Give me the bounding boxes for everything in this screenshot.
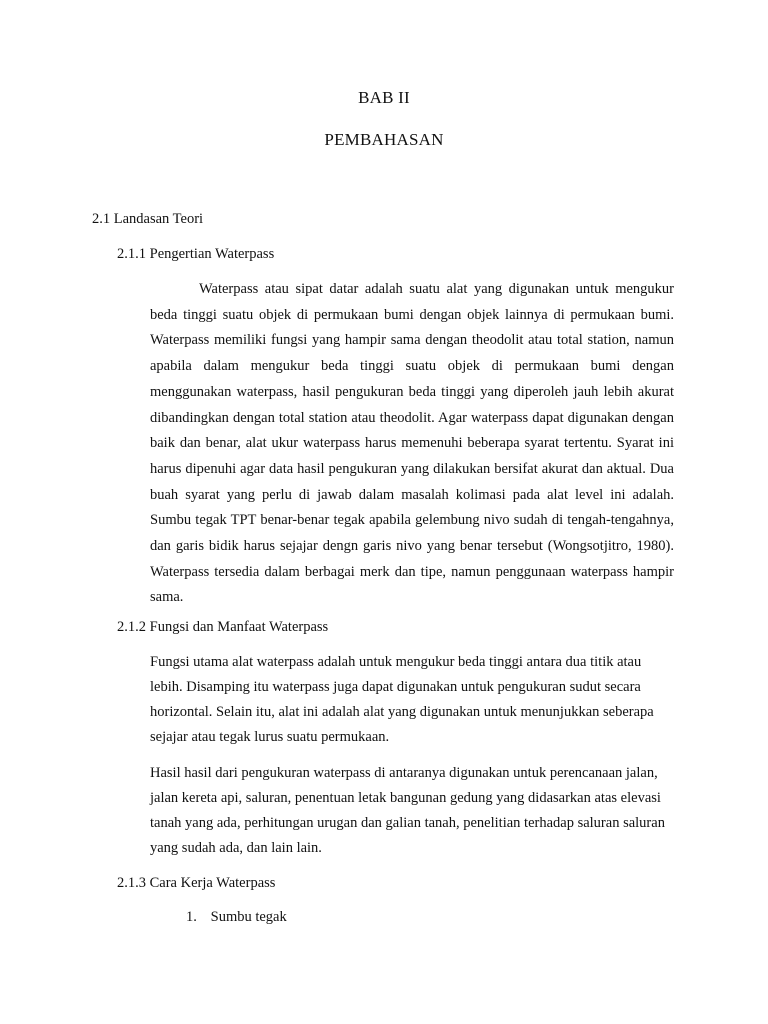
- list-item-label: Sumbu tegak: [210, 909, 287, 925]
- chapter-subtitle: PEMBAHASAN: [324, 130, 444, 149]
- list-item: [186, 909, 287, 926]
- subsection-heading-pengertian: 2.1.1 Pengertian Waterpass: [117, 246, 275, 262]
- section-heading: 2.1 Landasan Teori: [92, 211, 204, 227]
- paragraph-pengertian: Waterpass atau sipat datar adalah suatu alat yang digunakan untuk mengukur beda tinggi suatu objek di permukaan bumi dengan objek lainnya di permukaan bumi. Waterpass memiliki fungsi yang hampir sama dengan theodolit atau total station, namun apabila dalam mengukur beda tinggi suatu objek di permukaan bumi dengan menggunakan waterpass, hasil pengukuran beda tinggi yang diperoleh jauh lebih akurat dibandingkan dengan total station atau theodolit. Agar waterpass dapat digunakan dengan baik dan benar, alat ukur waterpass harus memenuhi beberapa syarat tertentu. Syarat ini harus dipenuhi agar data hasil pengukuran yang dilakukan bersifat akurat dan aktual. Dua buah syarat yang perlu di jawab dalam masalah kolimasi pada alat level ini adalah. Sumbu tegak TPT benar-benar tegak apabila gelembung nivo sudah di tengah-tengahnya, dan garis bidik harus sejajar dengn garis nivo yang benar tersebut (Wongsotjitro, 1980). Waterpass tersedia dalam berbagai merk dan tipe, namun penggunaan waterpass hampir sama.: [150, 281, 674, 606]
- subsection-heading-cara-kerja: 2.1.3 Cara Kerja Waterpass: [117, 875, 276, 891]
- paragraph-hasil: Hasil hasil dari pengukuran waterpass di antaranya digunakan untuk perencanaan jalan, jalan kereta api, saluran, penentuan letak bangunan gedung yang didasarkan atas elevasi tanah yang ada, perhitungan urugan dan galian tanah, penelitian terhadap saluran saluran yang sudah ada, dan lain lain.: [150, 765, 665, 856]
- list-item-number: 1.: [186, 909, 197, 925]
- paragraph-fungsi: Fungsi utama alat waterpass adalah untuk mengukur beda tinggi antara dua titik atau lebih. Disamping itu waterpass juga dapat digunakan untuk pengukuran sudut secara horizontal. Selain itu, alat ini adalah alat yang digunakan untuk menunjukkan seberapa sejajar atau tegak lurus suatu permukaan.: [150, 654, 654, 745]
- subsection-heading-fungsi: 2.1.2 Fungsi dan Manfaat Waterpass: [117, 619, 329, 635]
- chapter-title: BAB II: [358, 88, 410, 107]
